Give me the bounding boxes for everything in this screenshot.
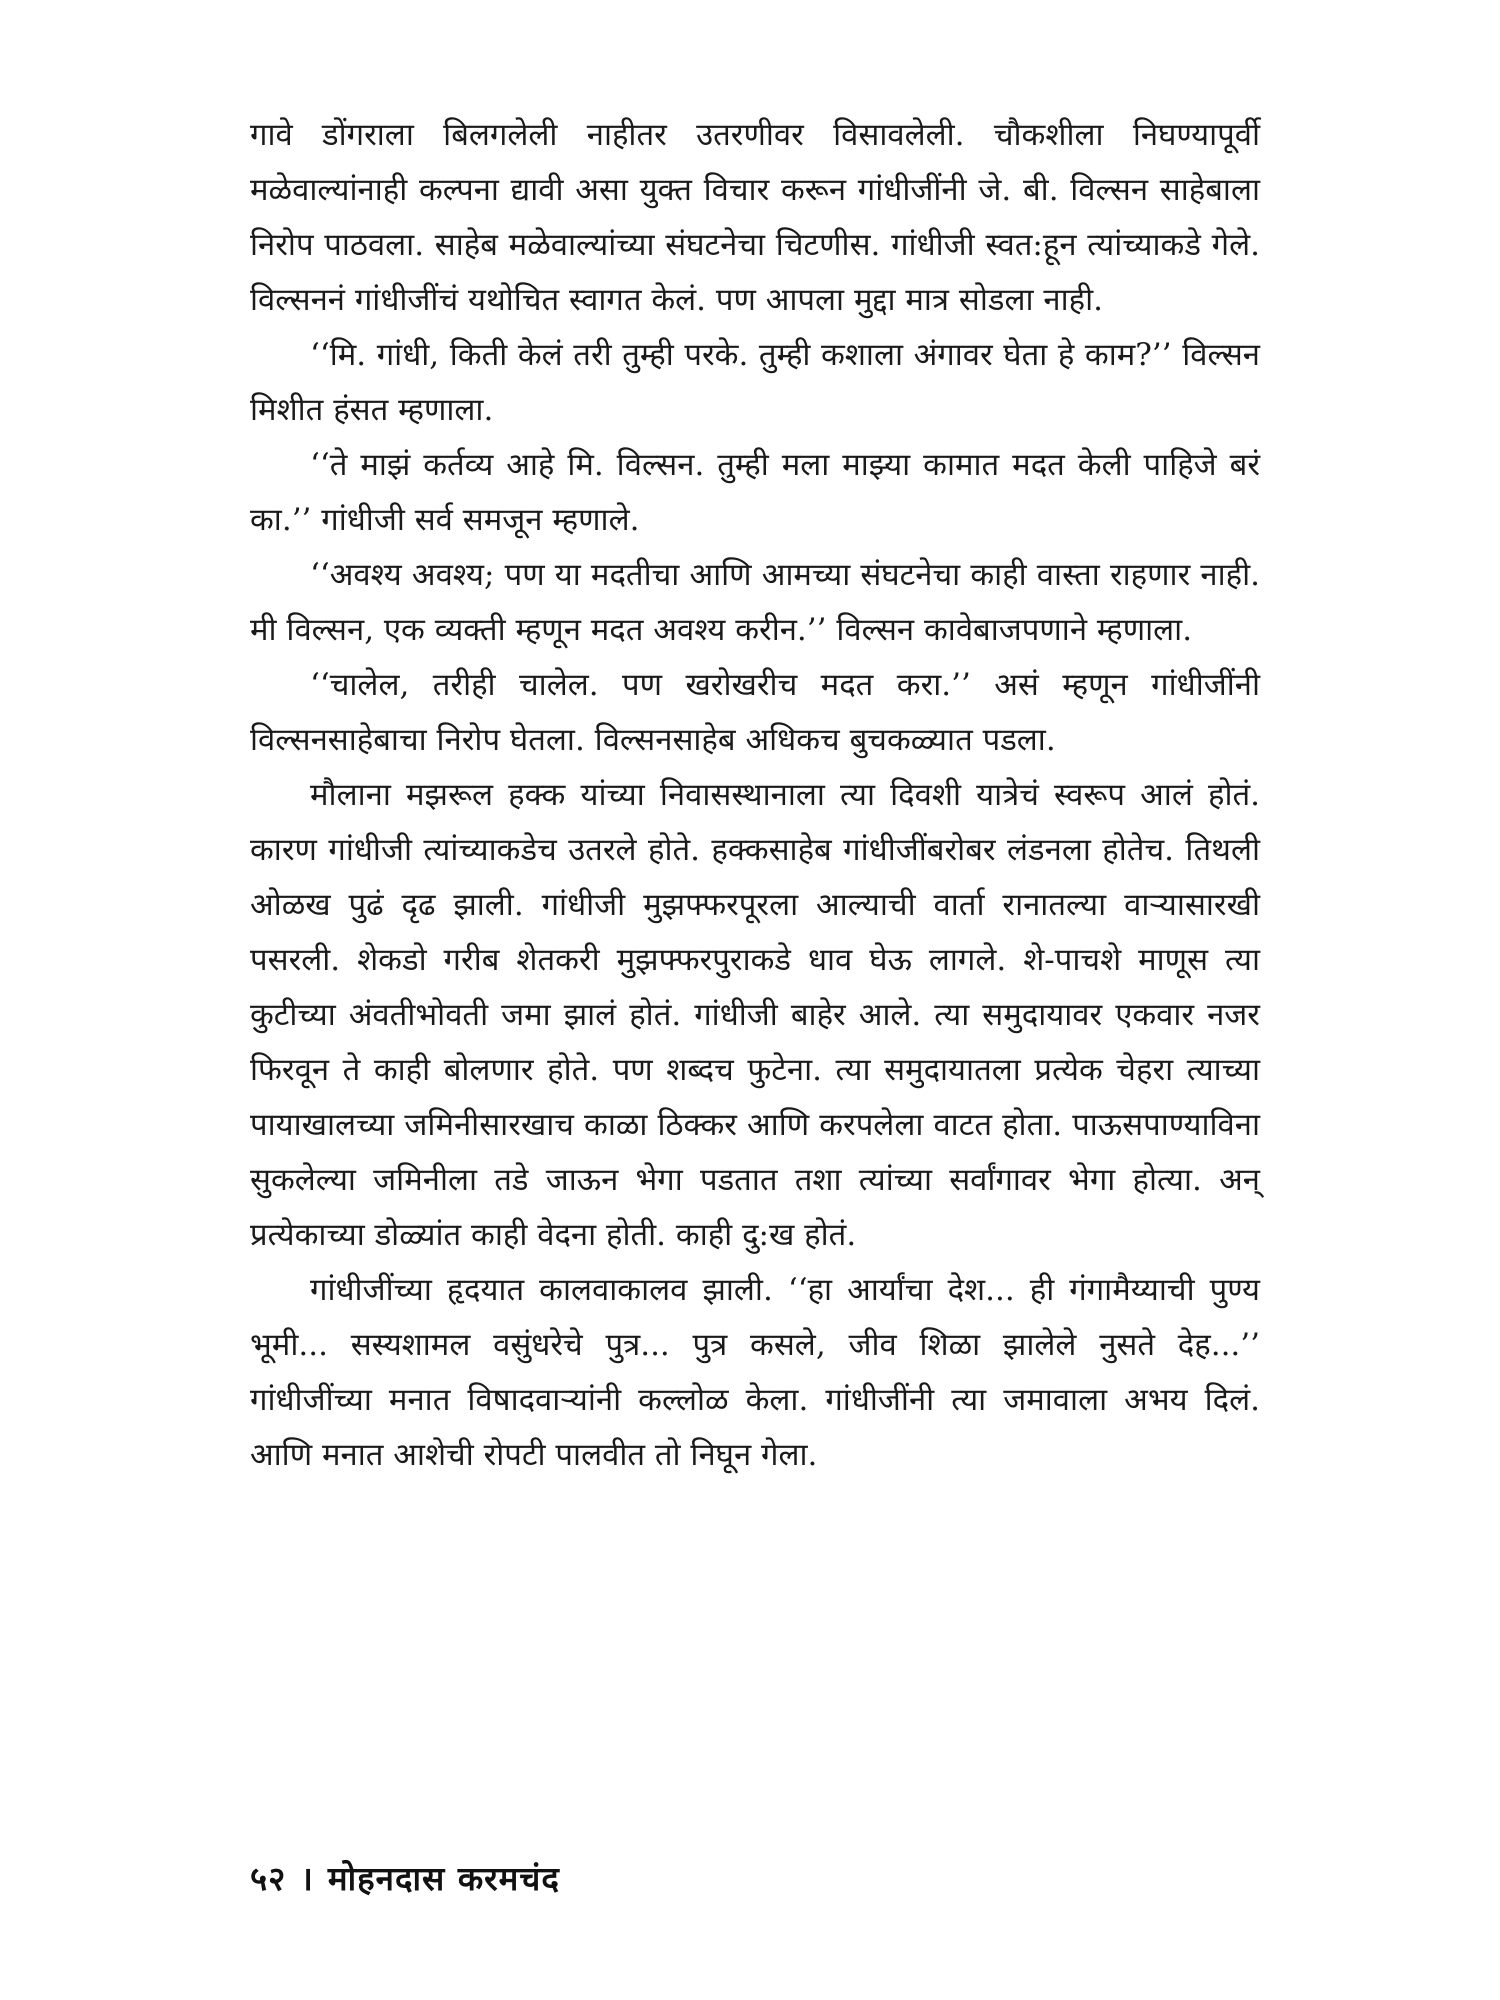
paragraph-1: गावे डोंगराला बिलगलेली नाहीतर उतरणीवर विसावलेली. चौकशीला निघण्यापूर्वी मळेवाल्यांनाही कल्पना द्यावी असा युक्त विचार करून गांधीजींनी जे. बी. विल्सन साहेबाला निरोप पाठवला. साहेब मळेवाल्यांच्या संघटनेचा चिटणीस. गांधीजी स्वत:हून त्यांच्याकडे गेले. विल्सननं गांधीजींचं यथोचित स्वागत केलं. पण आपला मुद्दा मात्र सोडला नाही.	[250, 117, 1260, 318]
page-body	[250, 108, 1260, 1483]
paragraph-4: ‘‘अवश्य अवश्य; पण या मदतीचा आणि आमच्या संघटनेचा काही वास्ता राहणार नाही. मी विल्सन, एक व्यक्ती म्हणून मदत अवश्य करीन.’’ विल्सन कावेबाजपणाने म्हणाला.	[250, 557, 1260, 648]
paragraph-6: मौलाना मझरूल हक्क यांच्या निवासस्थानाला त्या दिवशी यात्रेचं स्वरूप आलं होतं. कारण गांधीजी त्यांच्याकडेच उतरले होते. हक्कसाहेब गांधीजींबरोबर लंडनला होतेच. तिथली ओळख पुढं दृढ झाली. गांधीजी मुझफ्फरपूरला आल्याची वार्ता रानातल्या वाऱ्यासारखी पसरली. शेकडो गरीब शेतकरी मुझफ्फरपुराकडे धाव घेऊ लागले. शे-पाचशे माणूस त्या कुटीच्या अंवतीभोवती जमा झालं होतं. गांधीजी बाहेर आले. त्या समुदायावर एकवार नजर फिरवून ते काही बोलणार होते. पण शब्दच फुटेना. त्या समुदायातला प्रत्येक चेहरा त्याच्या पायाखालच्या जमिनीसारखाच काळा ठिक्कर आणि करपलेला वाटत होता. पाऊसपाण्याविना सुकलेल्या जमिनीला तडे जाऊन भेगा पडतात तशा त्यांच्या सर्वांगावर भेगा होत्या. अन् प्रत्येकाच्या डोळ्यांत काही वेदना होती. काही दु:ख होतं.	[250, 777, 1260, 1253]
paragraph-7: गांधीजींच्या हृदयात कालवाकालव झाली. ‘‘हा आर्यांचा देश... ही गंगामैय्याची पुण्य भूमी... सस्यशामल वसुंधरेचे पुत्र... पुत्र कसले, जीव शिळा झालेले नुसते देह...’’ गांधीजींच्या मनात विषादवाऱ्यांनी कल्लोळ केला. गांधीजींनी त्या जमावाला अभय दिलं. आणि मनात आशेची रोपटी पालवीत तो निघून गेला.	[250, 1272, 1260, 1473]
page-number: ५२	[250, 1859, 287, 1898]
page-footer	[250, 1855, 560, 1900]
book-title: मोहनदास करमचंद	[327, 1859, 560, 1898]
paragraph-2: ‘‘मि. गांधी, किती केलं तरी तुम्ही परके. तुम्ही कशाला अंगावर घेता हे काम?’’ विल्सन मिशीत हंसत म्हणाला.	[250, 337, 1260, 428]
paragraph-3: ‘‘ते माझं कर्तव्य आहे मि. विल्सन. तुम्ही मला माझ्या कामात मदत केली पाहिजे बरं का.’’ गांधीजी सर्व समजून म्हणाले.	[250, 447, 1260, 538]
paragraph-5: ‘‘चालेल, तरीही चालेल. पण खरोखरीच मदत करा.’’ असं म्हणून गांधीजींनी विल्सनसाहेबाचा निरोप घेतला. विल्सनसाहेब अधिकच बुचकळ्यात पडला.	[250, 667, 1260, 758]
footer-separator: ।	[300, 1859, 314, 1898]
